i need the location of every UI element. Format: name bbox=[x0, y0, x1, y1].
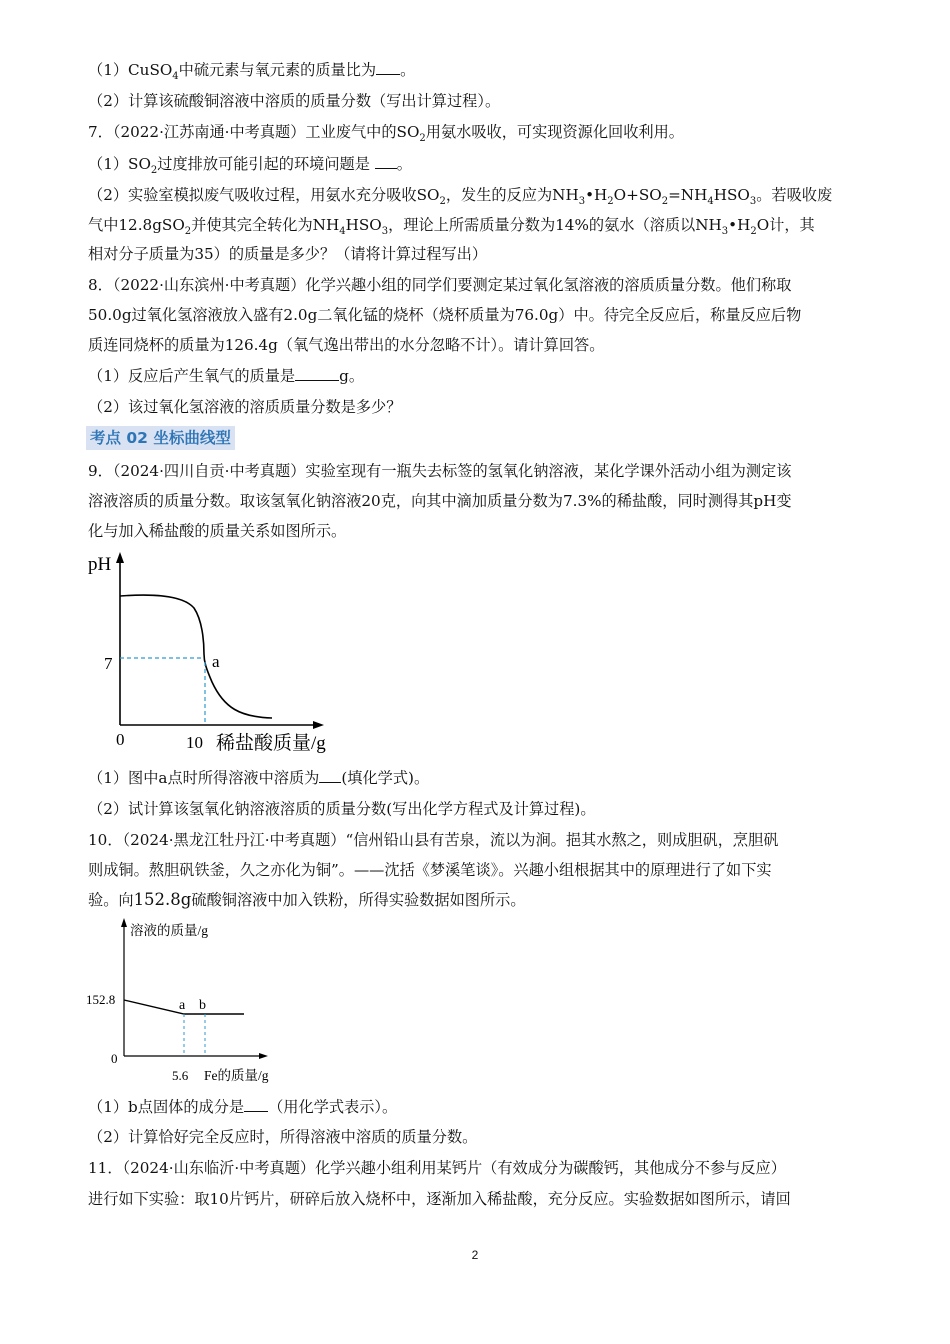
answer-blank[interactable] bbox=[295, 366, 339, 381]
q8-part1: （1）反应后产生氧气的质量是 g。 bbox=[88, 367, 365, 385]
answer-blank[interactable] bbox=[376, 60, 400, 75]
q7-part1: $(1)SO_2$过度排放可能引起的环境问题是 。 bbox=[88, 155, 412, 176]
q10-part2: （2）计算恰好完全反应时，所得溶液中溶质的质量分数。 bbox=[88, 1128, 478, 1146]
q9-line1: 9．（2024·四川自贡·中考真题）实验室现有一瓶失去标签的氢氧化钠溶液，某化学课外活动小组为测定该 bbox=[88, 462, 792, 480]
mass-x-arrow bbox=[259, 1053, 268, 1059]
ph-origin-label: 0 bbox=[116, 730, 125, 749]
mass-point-label-a: a bbox=[179, 998, 186, 1013]
answer-blank[interactable] bbox=[244, 1097, 268, 1112]
page-number: 2 bbox=[471, 1248, 479, 1262]
q8-line2: 50.0g过氧化氢溶液放入盛有2.0g二氧化锰的烧杯（烧杯质量为76.0g）中。待完全反应后，称量反应后物 bbox=[88, 306, 802, 324]
q9-part2: （2）试计算该氢氧化钠溶液溶质的质量分数(写出化学方程式及计算过程)。 bbox=[88, 800, 596, 818]
mass-x-tick-5-6: 5.6 bbox=[172, 1068, 189, 1083]
q9-part1: （1）图中a点时所得溶液中溶质为 (填化学式)。 bbox=[88, 769, 430, 787]
mass-y-label: 溶液的质量/g bbox=[130, 923, 209, 938]
q7-stem: 7．（2022·江苏南通·中考真题）工业废气中的$SO_2$用氨水吸收，可实现资源化回收利用。 bbox=[88, 123, 684, 144]
section-title: 考点 02 坐标曲线型 bbox=[86, 426, 235, 450]
ph-y-tick-7: 7 bbox=[104, 654, 113, 673]
ph-y-arrow bbox=[116, 552, 124, 563]
mass-y-arrow bbox=[121, 918, 127, 927]
q7-part2-line2: 气中12.8gSO$_2$并使其完全转化为$NH_4HSO_3$，理论上所需质量分数为14%的氨水（溶质以$NH_3•H_2O$计，其 bbox=[88, 216, 815, 237]
mass-x-label: Fe的质量/g bbox=[204, 1068, 269, 1083]
ph-curve bbox=[120, 595, 272, 718]
q7-part2-line1: （2）实验室模拟废气吸收过程，用氨水充分吸收$SO_2$，发生的反应为$NH_3•H_2O+SO_2=NH_4HSO_3$。若吸收废 bbox=[88, 186, 833, 207]
q8-part2: （2）该过氧化氢溶液的溶质质量分数是多少？ bbox=[88, 398, 402, 416]
q9-line3: 化与加入稀盐酸的质量关系如图所示。 bbox=[88, 522, 347, 540]
q8-line1: 8．（2022·山东滨州·中考真题）化学兴趣小组的同学们要测定某过氧化氢溶液的溶质质量分数。他们称取 bbox=[88, 276, 792, 294]
mass-y-tick-152-8: 152.8 bbox=[86, 992, 116, 1007]
ph-x-label: 稀盐酸质量/g bbox=[216, 733, 326, 754]
q7-part2-line3: 相对分子质量为35）的质量是多少？（请将计算过程写出） bbox=[88, 245, 488, 263]
answer-blank[interactable] bbox=[319, 768, 341, 783]
cuso4-part2: （2）计算该硫酸铜溶液中溶质的质量分数（写出计算过程）。 bbox=[88, 92, 501, 110]
ph-x-tick-10: 10 bbox=[186, 733, 203, 752]
ph-y-label: pH bbox=[88, 554, 112, 575]
answer-blank[interactable] bbox=[375, 154, 397, 169]
solution-mass-chart bbox=[86, 918, 306, 1088]
mass-origin-label: 0 bbox=[111, 1051, 118, 1066]
q11-line1: 11．（2024·山东临沂·中考真题）化学兴趣小组利用某钙片（有效成分为碳酸钙，其他成分不参与反应） bbox=[88, 1159, 786, 1177]
q11-line2: 进行如下实验：取10片钙片，研碎后放入烧杯中，逐渐加入稀盐酸，充分反应。实验数据如图所示，请回 bbox=[88, 1190, 791, 1208]
cuso4-part1: （1）CuSO$_4$中硫元素与氧元素的质量比为 。 bbox=[88, 61, 416, 82]
q8-line3: 质连同烧杯的质量为126.4g（氧气逸出带出的水分忽略不计）。请计算回答。 bbox=[88, 336, 605, 354]
ph-point-label-a: a bbox=[212, 652, 220, 671]
q10-line1: 10．（2024·黑龙江牡丹江·中考真题）“信州铅山县有苦泉，流以为涧。挹其水熬之，则成胆矾，烹胆矾 bbox=[88, 831, 779, 849]
ph-x-arrow bbox=[313, 721, 324, 729]
q10-line3: 验。向152.8g硫酸铜溶液中加入铁粉，所得实验数据如图所示。 bbox=[88, 890, 526, 909]
q10-part1: （1）b点固体的成分是 （用化学式表示）。 bbox=[88, 1098, 398, 1116]
q9-line2: 溶液溶质的质量分数。取该氢氧化钠溶液20克，向其中滴加质量分数为7.3%的稀盐酸，同时测得其pH变 bbox=[88, 492, 792, 510]
q10-line2: 则成铜。熬胆矾铁釜，久之亦化为铜”。——沈括《梦溪笔谈》。兴趣小组根据其中的原理进行了如下实 bbox=[88, 861, 772, 879]
mass-point-label-b: b bbox=[199, 998, 206, 1013]
ph-chart bbox=[86, 550, 346, 760]
